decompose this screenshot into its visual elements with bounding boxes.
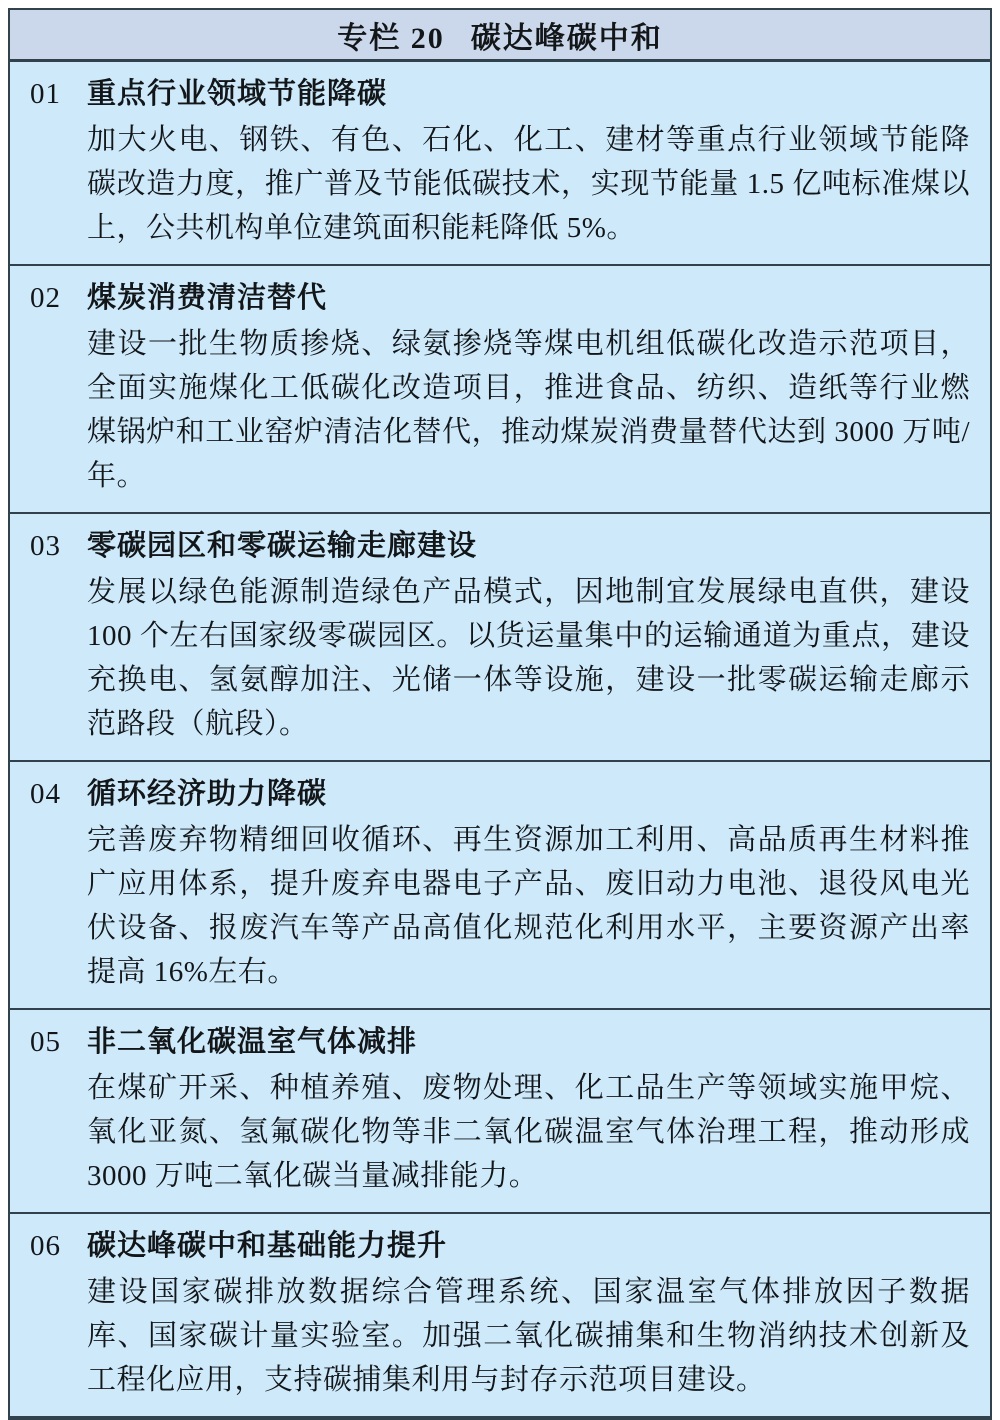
section-05 [10,1008,990,1212]
section-head [30,1020,970,1064]
section-06 [10,1212,990,1416]
section-03 [10,512,990,760]
section-head [30,772,970,816]
section-number: 04 [30,778,61,810]
section-title: 重点行业领域节能降碳 [87,78,388,110]
panel-header-title: 碳达峰碳中和 [470,21,663,55]
section-head [30,1224,970,1268]
section-number: 06 [30,1230,61,1262]
section-body: 完善废弃物精细回收循环、再生资源加工利用、高品质再生材料推广应用体系，提升废弃电器电子产品、废旧动力电池、退役风电光伏设备、报废汽车等产品高值化规范化利用水平，主要资源产出率提高 16%左右。 [87,824,970,988]
section-title: 碳达峰碳中和基础能力提升 [87,1230,448,1262]
panel-header [10,10,990,62]
section-title: 煤炭消费清洁替代 [87,282,328,314]
section-number: 02 [30,282,61,314]
panel-header-prefix: 专栏 20 [337,21,445,55]
section-02 [10,264,990,512]
section-body: 建设国家碳排放数据综合管理系统、国家温室气体排放因子数据库、国家碳计量实验室。加强二氧化碳捕集和生物消纳技术创新及工程化应用，支持碳捕集利用与封存示范项目建设。 [87,1276,970,1396]
section-body: 在煤矿开采、种植养殖、废物处理、化工品生产等领域实施甲烷、氧化亚氮、氢氟碳化物等非二氧化碳温室气体治理工程，推动形成 3000 万吨二氧化碳当量减排能力。 [87,1072,970,1192]
section-head [30,524,970,568]
carbon-policy-panel [8,8,992,1420]
section-title: 零碳园区和零碳运输走廊建设 [87,530,478,562]
section-body: 建设一批生物质掺烧、绿氨掺烧等煤电机组低碳化改造示范项目，全面实施煤化工低碳化改造项目，推进食品、纺织、造纸等行业燃煤锅炉和工业窑炉清洁化替代，推动煤炭消费量替代达到 3000 万吨/年。 [87,328,970,492]
section-04 [10,760,990,1008]
section-number: 01 [30,78,61,110]
section-number: 03 [30,530,61,562]
section-title: 循环经济助力降碳 [87,778,328,810]
section-body: 加大火电、钢铁、有色、石化、化工、建材等重点行业领域节能降碳改造力度，推广普及节能低碳技术，实现节能量 1.5 亿吨标准煤以上，公共机构单位建筑面积能耗降低 5%。 [87,124,970,244]
section-head [30,276,970,320]
section-title: 非二氧化碳温室气体减排 [87,1026,418,1058]
section-number: 05 [30,1026,61,1058]
section-body: 发展以绿色能源制造绿色产品模式，因地制宜发展绿电直供，建设 100 个左右国家级零碳园区。以货运量集中的运输通道为重点，建设充换电、氢氨醇加注、光储一体等设施，建设一批零碳运输走廊示范路段（航段）。 [87,576,970,740]
section-head [30,72,970,116]
section-01 [10,62,990,264]
